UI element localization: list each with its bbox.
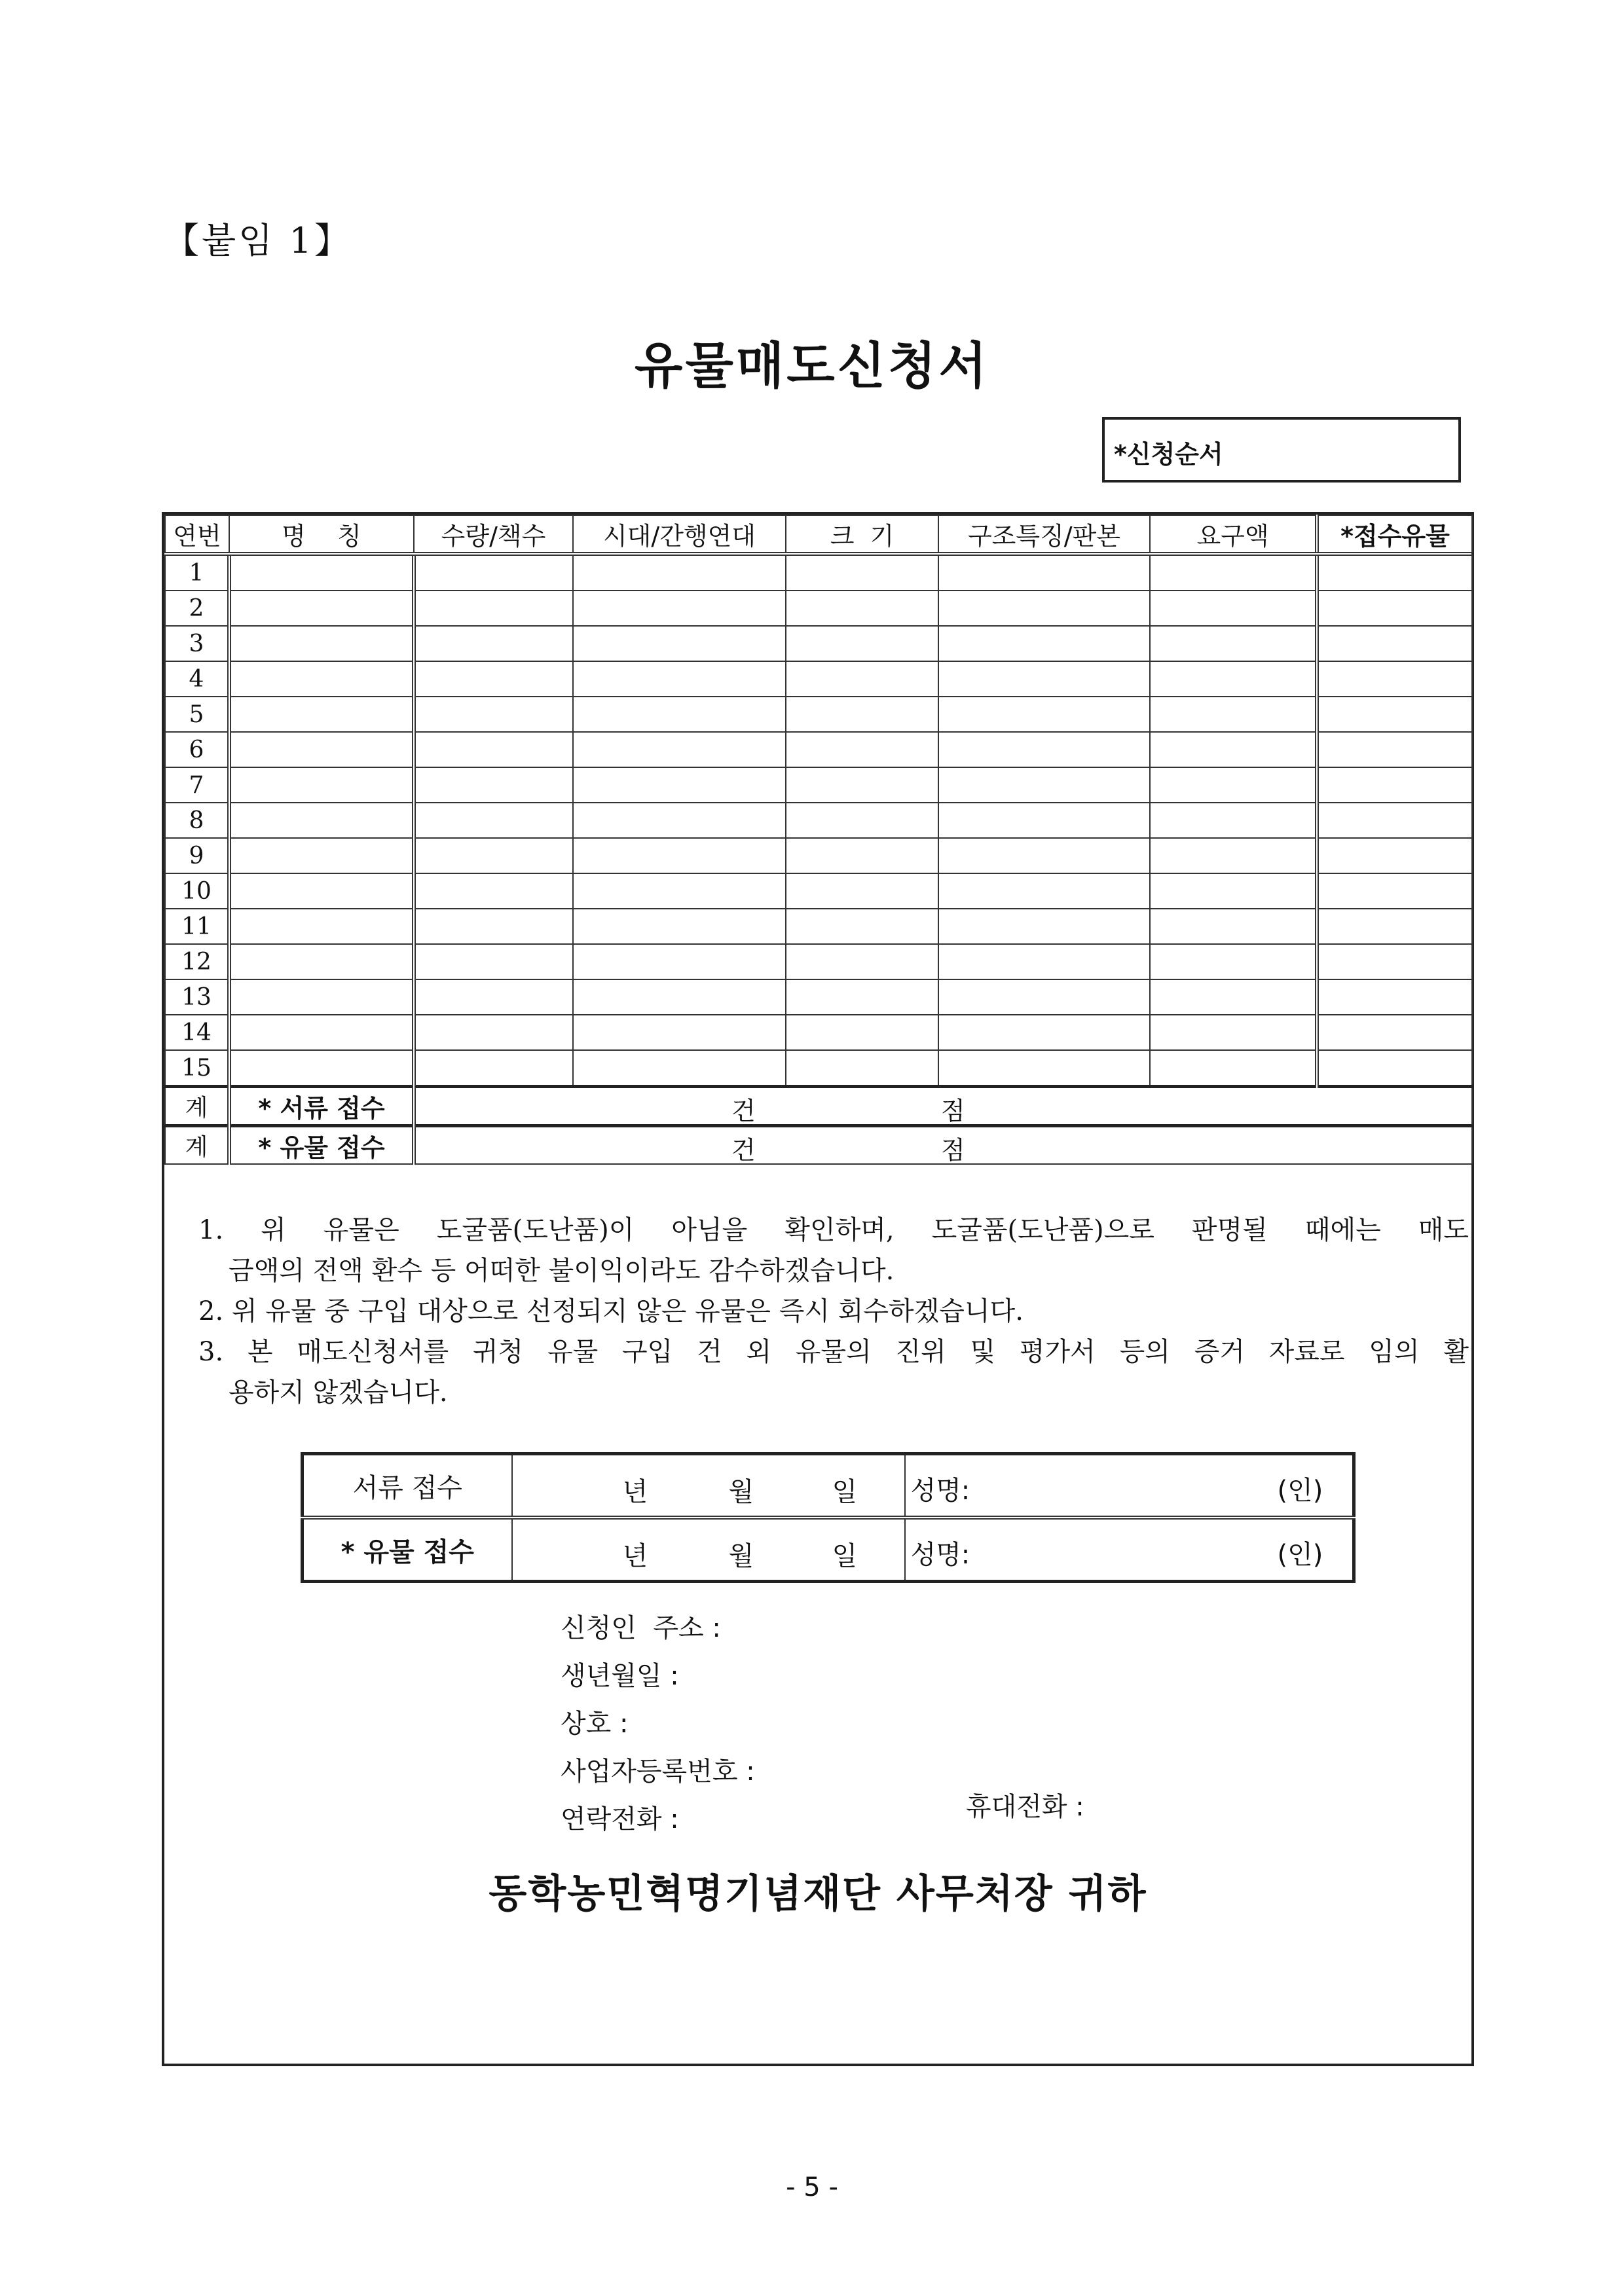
cell-price[interactable] <box>1150 1050 1317 1087</box>
applicant-info <box>561 1605 755 1844</box>
birth-date-label: 생년월일 : <box>561 1661 679 1691</box>
cell-period[interactable] <box>573 838 786 873</box>
cell-size[interactable] <box>786 732 938 767</box>
application-order-label: *신청순서 <box>1114 440 1223 469</box>
cell-received[interactable] <box>1317 661 1472 697</box>
cell-size[interactable] <box>786 803 938 838</box>
day-label: 일 <box>832 1477 858 1507</box>
total-row-relics <box>165 1126 1472 1165</box>
cell-price[interactable] <box>1150 732 1317 767</box>
pledge-item-1-line-2: 금액의 전액 환수 등 어떠한 불이익이라도 감수하겠습니다. <box>229 1256 895 1286</box>
cell-structure[interactable] <box>938 944 1150 979</box>
row-number: 14 <box>165 1015 229 1050</box>
year-label: 년 <box>622 1541 648 1571</box>
cell-quantity[interactable] <box>414 979 573 1015</box>
total-row-documents <box>165 1087 1472 1126</box>
unit-items: 점 <box>941 1136 965 1164</box>
relic-receipt-count[interactable] <box>414 1126 1472 1165</box>
receipt-signature[interactable] <box>905 1518 1354 1582</box>
cell-quantity[interactable] <box>414 767 573 803</box>
table-row <box>165 803 1472 838</box>
seal-label: (인) <box>1277 1476 1323 1506</box>
cell-price[interactable] <box>1150 697 1317 732</box>
cell-size[interactable] <box>786 873 938 909</box>
cell-period[interactable] <box>573 1015 786 1050</box>
cell-size[interactable] <box>786 626 938 661</box>
header-serial: 연번 <box>165 515 229 554</box>
pledge-item-1-line-1: 1. 위 유물은 도굴품(도난품)이 아님을 확인하며, 도굴품(도난품)으로 판명될 때에는 매도 <box>198 1215 1469 1245</box>
document-receipt-count[interactable] <box>414 1087 1472 1126</box>
name-label: 성명: <box>910 1476 970 1506</box>
cell-name[interactable] <box>229 979 414 1015</box>
cell-size[interactable] <box>786 591 938 626</box>
day-label: 일 <box>832 1541 858 1571</box>
cell-name[interactable] <box>229 838 414 873</box>
row-number: 2 <box>165 591 229 626</box>
receipt-label: 서류 접수 <box>303 1454 512 1518</box>
row-number: 10 <box>165 873 229 909</box>
cell-price[interactable] <box>1150 838 1317 873</box>
attachment-label: 【붙임 1】 <box>164 220 352 261</box>
cell-received[interactable] <box>1317 767 1472 803</box>
cell-structure[interactable] <box>938 767 1150 803</box>
cell-name[interactable] <box>229 697 414 732</box>
cell-price[interactable] <box>1150 1015 1317 1050</box>
cell-quantity[interactable] <box>414 661 573 697</box>
cell-period[interactable] <box>573 803 786 838</box>
cell-name[interactable] <box>229 944 414 979</box>
unit-items: 점 <box>941 1097 965 1125</box>
cell-structure[interactable] <box>938 803 1150 838</box>
cell-structure[interactable] <box>938 1050 1150 1087</box>
row-number: 5 <box>165 697 229 732</box>
cell-received[interactable] <box>1317 873 1472 909</box>
row-number: 12 <box>165 944 229 979</box>
row-number: 8 <box>165 803 229 838</box>
cell-period[interactable] <box>573 944 786 979</box>
cell-price[interactable] <box>1150 909 1317 944</box>
cell-quantity[interactable] <box>414 803 573 838</box>
receipt-row-documents <box>303 1454 1354 1518</box>
cell-size[interactable] <box>786 1015 938 1050</box>
cell-price[interactable] <box>1150 944 1317 979</box>
cell-period[interactable] <box>573 767 786 803</box>
receipt-row-relics <box>303 1518 1354 1582</box>
receipt-table <box>301 1452 1356 1583</box>
cell-received[interactable] <box>1317 803 1472 838</box>
cell-received[interactable] <box>1317 1015 1472 1050</box>
cell-received[interactable] <box>1317 909 1472 944</box>
cell-size[interactable] <box>786 661 938 697</box>
mobile-phone-label: 휴대전화 : <box>966 1792 1084 1822</box>
cell-structure[interactable] <box>938 909 1150 944</box>
cell-size[interactable] <box>786 1050 938 1087</box>
name-label: 성명: <box>910 1540 970 1570</box>
cell-quantity[interactable] <box>414 838 573 873</box>
total-label: 계 <box>165 1126 229 1165</box>
cell-price[interactable] <box>1150 979 1317 1015</box>
pledge-item-2: 2. 위 유물 중 구입 대상으로 선정되지 않은 유물은 즉시 회수하겠습니다. <box>198 1296 1024 1326</box>
unit-cases: 건 <box>731 1136 756 1164</box>
cell-quantity[interactable] <box>414 591 573 626</box>
table-row <box>165 873 1472 909</box>
row-number: 3 <box>165 626 229 661</box>
table-row <box>165 838 1472 873</box>
cell-quantity[interactable] <box>414 873 573 909</box>
seal-label: (인) <box>1277 1540 1323 1570</box>
cell-size[interactable] <box>786 979 938 1015</box>
total-label: 계 <box>165 1087 229 1126</box>
page-number: - 5 - <box>786 2172 838 2202</box>
cell-received[interactable] <box>1317 591 1472 626</box>
form-title: 유물매도신청서 <box>635 337 989 395</box>
cell-name[interactable] <box>229 591 414 626</box>
table-row <box>165 767 1472 803</box>
cell-price[interactable] <box>1150 873 1317 909</box>
row-number: 9 <box>165 838 229 873</box>
header-size: 크 기 <box>786 515 938 554</box>
cell-quantity[interactable] <box>414 626 573 661</box>
phone-label: 연락전화 : <box>561 1804 679 1834</box>
relic-receipt-label: * 유물 접수 <box>229 1126 414 1165</box>
cell-received[interactable] <box>1317 944 1472 979</box>
table-row <box>165 732 1472 767</box>
cell-price[interactable] <box>1150 767 1317 803</box>
cell-period[interactable] <box>573 661 786 697</box>
cell-name[interactable] <box>229 909 414 944</box>
cell-period[interactable] <box>573 626 786 661</box>
header-received: *접수유물 <box>1317 515 1472 554</box>
row-number: 6 <box>165 732 229 767</box>
receipt-signature[interactable] <box>905 1454 1354 1518</box>
table-header-row <box>165 515 1472 554</box>
table-row <box>165 979 1472 1015</box>
cell-period[interactable] <box>573 979 786 1015</box>
cell-received[interactable] <box>1317 554 1472 591</box>
pledge-notice <box>198 1210 1469 1413</box>
row-number: 15 <box>165 1050 229 1087</box>
cell-size[interactable] <box>786 838 938 873</box>
cell-structure[interactable] <box>938 1015 1150 1050</box>
table-row <box>165 697 1472 732</box>
header-structure: 구조특징/판본 <box>938 515 1150 554</box>
cell-name[interactable] <box>229 803 414 838</box>
month-label: 월 <box>728 1541 754 1571</box>
cell-period[interactable] <box>573 873 786 909</box>
applicant-address-label: 신청인 주소 : <box>561 1613 721 1643</box>
header-name: 명 칭 <box>229 515 414 554</box>
cell-price[interactable] <box>1150 803 1317 838</box>
cell-structure[interactable] <box>938 554 1150 591</box>
cell-size[interactable] <box>786 697 938 732</box>
table-row <box>165 554 1472 591</box>
year-label: 년 <box>622 1477 648 1507</box>
cell-price[interactable] <box>1150 591 1317 626</box>
table-row <box>165 909 1472 944</box>
cell-structure[interactable] <box>938 873 1150 909</box>
cell-period[interactable] <box>573 909 786 944</box>
pledge-item-3-line-2: 용하지 않겠습니다. <box>229 1377 448 1408</box>
cell-price[interactable] <box>1150 661 1317 697</box>
cell-structure[interactable] <box>938 979 1150 1015</box>
pledge-item-3-line-1: 3. 본 매도신청서를 귀청 유물 구입 건 외 유물의 진위 및 평가서 등의 증거 자료로 임의 활 <box>198 1337 1469 1367</box>
header-period: 시대/간행연대 <box>573 515 786 554</box>
cell-quantity[interactable] <box>414 1050 573 1087</box>
cell-name[interactable] <box>229 732 414 767</box>
cell-quantity[interactable] <box>414 732 573 767</box>
cell-name[interactable] <box>229 626 414 661</box>
receipt-date[interactable] <box>512 1518 905 1582</box>
cell-name[interactable] <box>229 1015 414 1050</box>
row-number: 13 <box>165 979 229 1015</box>
cell-name[interactable] <box>229 873 414 909</box>
cell-quantity[interactable] <box>414 554 573 591</box>
table-row <box>165 661 1472 697</box>
cell-quantity[interactable] <box>414 697 573 732</box>
table-row <box>165 944 1472 979</box>
cell-size[interactable] <box>786 554 938 591</box>
cell-structure[interactable] <box>938 661 1150 697</box>
receipt-date[interactable] <box>512 1454 905 1518</box>
cell-size[interactable] <box>786 909 938 944</box>
form-frame <box>162 512 1474 2066</box>
cell-quantity[interactable] <box>414 909 573 944</box>
business-number-label: 사업자등록번호 : <box>561 1757 755 1787</box>
month-label: 월 <box>728 1477 754 1507</box>
cell-period[interactable] <box>573 1050 786 1087</box>
header-price: 요구액 <box>1150 515 1317 554</box>
cell-received[interactable] <box>1317 1050 1472 1087</box>
cell-price[interactable] <box>1150 554 1317 591</box>
cell-size[interactable] <box>786 767 938 803</box>
receipt-label: * 유물 접수 <box>303 1518 512 1582</box>
cell-structure[interactable] <box>938 626 1150 661</box>
company-name-label: 상호 : <box>561 1709 629 1739</box>
cell-structure[interactable] <box>938 732 1150 767</box>
cell-received[interactable] <box>1317 979 1472 1015</box>
cell-structure[interactable] <box>938 697 1150 732</box>
cell-name[interactable] <box>229 1050 414 1087</box>
table-row <box>165 1050 1472 1087</box>
cell-received[interactable] <box>1317 838 1472 873</box>
cell-quantity[interactable] <box>414 944 573 979</box>
recipient-line: 동학농민혁명기념재단 사무처장 귀하 <box>489 1871 1147 1917</box>
document-receipt-label: * 서류 접수 <box>229 1087 414 1126</box>
cell-size[interactable] <box>786 944 938 979</box>
cell-name[interactable] <box>229 767 414 803</box>
cell-name[interactable] <box>229 554 414 591</box>
table-row <box>165 1015 1472 1050</box>
cell-quantity[interactable] <box>414 1015 573 1050</box>
row-number: 4 <box>165 661 229 697</box>
cell-period[interactable] <box>573 591 786 626</box>
items-table <box>164 515 1473 1165</box>
row-number: 11 <box>165 909 229 944</box>
application-order-box[interactable] <box>1102 417 1461 483</box>
cell-structure[interactable] <box>938 591 1150 626</box>
cell-price[interactable] <box>1150 626 1317 661</box>
cell-structure[interactable] <box>938 838 1150 873</box>
row-number: 1 <box>165 554 229 591</box>
cell-period[interactable] <box>573 732 786 767</box>
cell-period[interactable] <box>573 554 786 591</box>
cell-period[interactable] <box>573 697 786 732</box>
cell-name[interactable] <box>229 661 414 697</box>
cell-received[interactable] <box>1317 697 1472 732</box>
table-row <box>165 626 1472 661</box>
cell-received[interactable] <box>1317 732 1472 767</box>
unit-cases: 건 <box>731 1097 756 1125</box>
cell-received[interactable] <box>1317 626 1472 661</box>
table-row <box>165 591 1472 626</box>
header-quantity: 수량/책수 <box>414 515 573 554</box>
row-number: 7 <box>165 767 229 803</box>
